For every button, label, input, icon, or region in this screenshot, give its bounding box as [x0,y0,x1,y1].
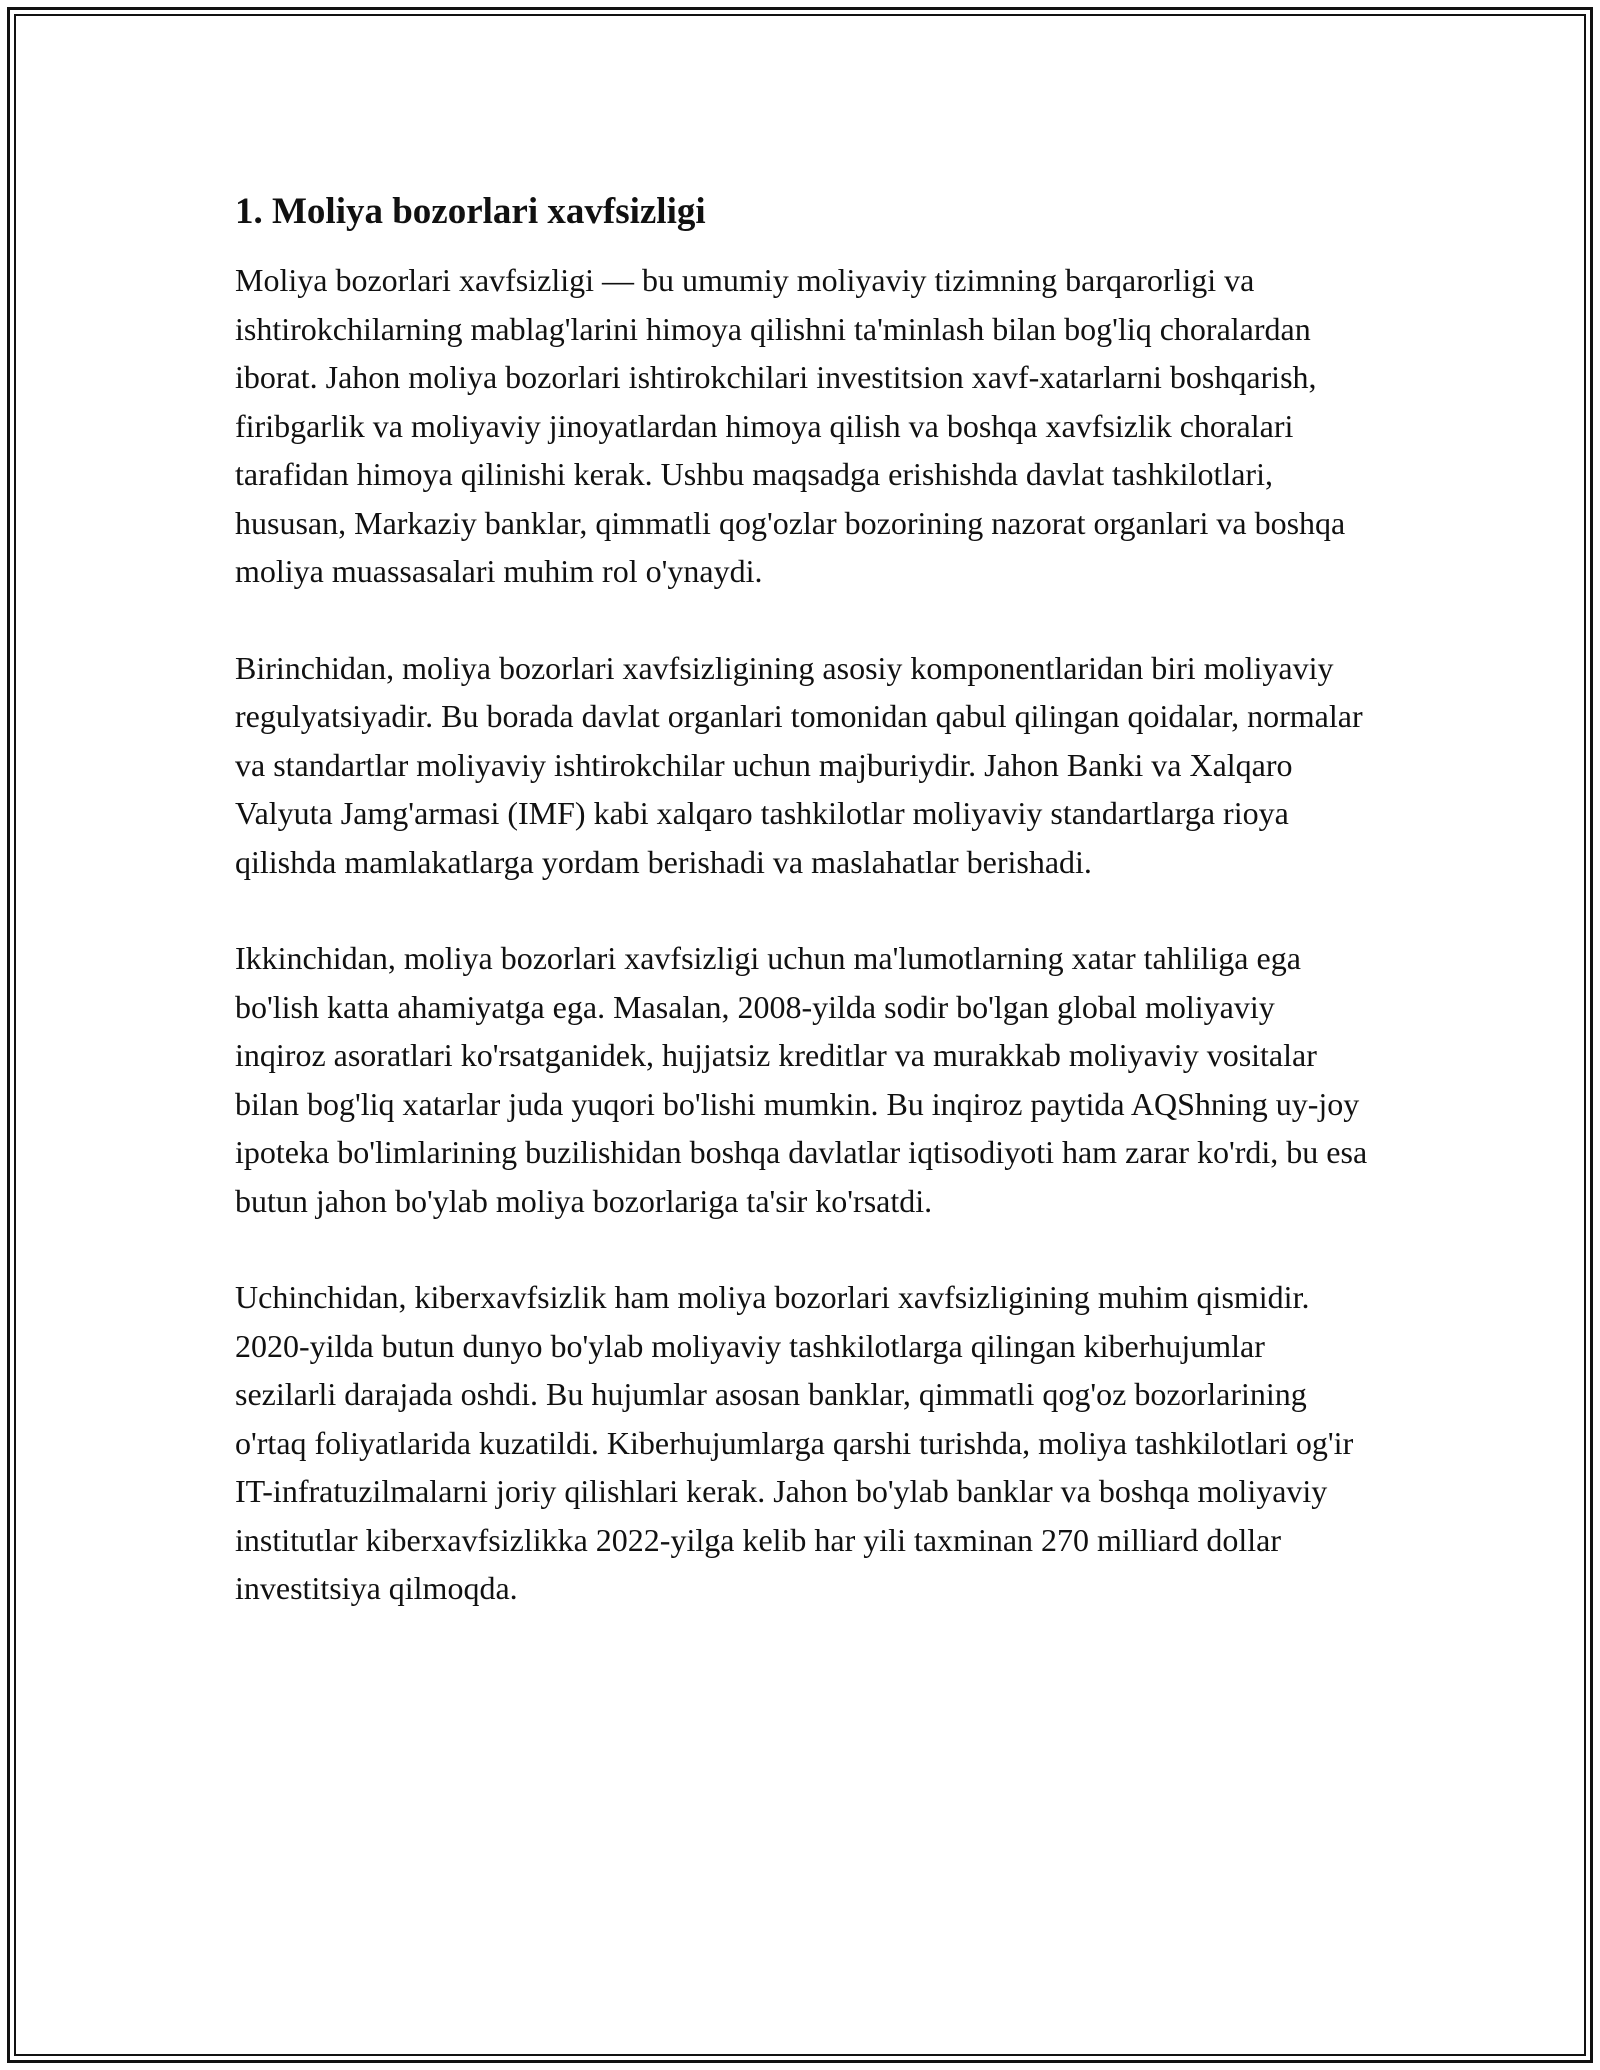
paragraph-cybersecurity: Uchinchidan, kiberxavfsizlik ham moliya bozorlari xavfsizligining muhim qismidir. 2020-yilda butun dunyo bo'ylab moliyaviy tashkilotlarga qilingan kiberhujumlar sezilarli darajada oshdi. Bu hujumlar asosan banklar, qimmatli qog'oz bozorlarining o'rtaq foliyatlarida kuzatildi. Kiberhujumlarga qarshi turishda, moliya tashkilotlari og'ir IT-infratuzilmalarni joriy qilishlari kerak. Jahon bo'ylab banklar va boshqa moliyaviy institutlar kiberxavfsizlikka 2022-yilga kelib har yili taxminan 270 milliard dollar investitsiya qilmoqda. [235,1279,1354,1607]
section-title: 1. Moliya bozorlari xavfsizligi [235,191,706,232]
document-body [235,190,1370,1661]
paragraph-regulation: Birinchidan, moliya bozorlari xavfsizligining asosiy komponentlaridan biri moliyaviy regulyatsiyadir. Bu borada davlat organlari tomonidan qabul qilingan qoidalar, normalar va standartlar moliyaviy ishtirokchilar uchun majburiydir. Jahon Banki va Xalqaro Valyuta Jamg'armasi (IMF) kabi xalqaro tashkilotlar moliyaviy standartlarga rioya qilishda mamlakatlarga yordam berishadi va maslahatlar berishadi. [235,649,1363,880]
paragraph-risk-analysis: Ikkinchidan, moliya bozorlari xavfsizligi uchun ma'lumotlarning xatar tahliliga ega bo'lish katta ahamiyatga ega. Masalan, 2008-yilda sodir bo'lgan global moliyaviy inqiroz asoratlari ko'rsatganidek, hujjatsiz kreditlar va murakkab moliyaviy vositalar bilan bog'liq xatarlar juda yuqori bo'lishi mumkin. Bu inqiroz paytida AQShning uy-joy ipoteka bo'limlarining buzilishidan boshqa davlatlar iqtisodiyoti ham zarar ko'rdi, bu esa butun jahon bo'ylab moliya bozorlariga ta'sir ko'rsatdi. [235,940,1368,1219]
paragraph-intro: Moliya bozorlari xavfsizligi — bu umumiy moliyaviy tizimning barqarorligi va ishtirokchilarning mablag'larini himoya qilishni ta'minlash bilan bog'liq choralardan iborat. Jahon moliya bozorlari ishtirokchilari investitsion xavf-xatarlarni boshqarish, firibgarlik va moliyaviy jinoyatlardan himoya qilish va boshqa xavfsizlik choralari tarafidan himoya qilinishi kerak. Ushbu maqsadga erishishda davlat tashkilotlari, hususan, Markaziy banklar, qimmatli qog'ozlar bozorining nazorat organlari va boshqa moliya muassasalari muhim rol o'ynaydi. [235,262,1346,590]
